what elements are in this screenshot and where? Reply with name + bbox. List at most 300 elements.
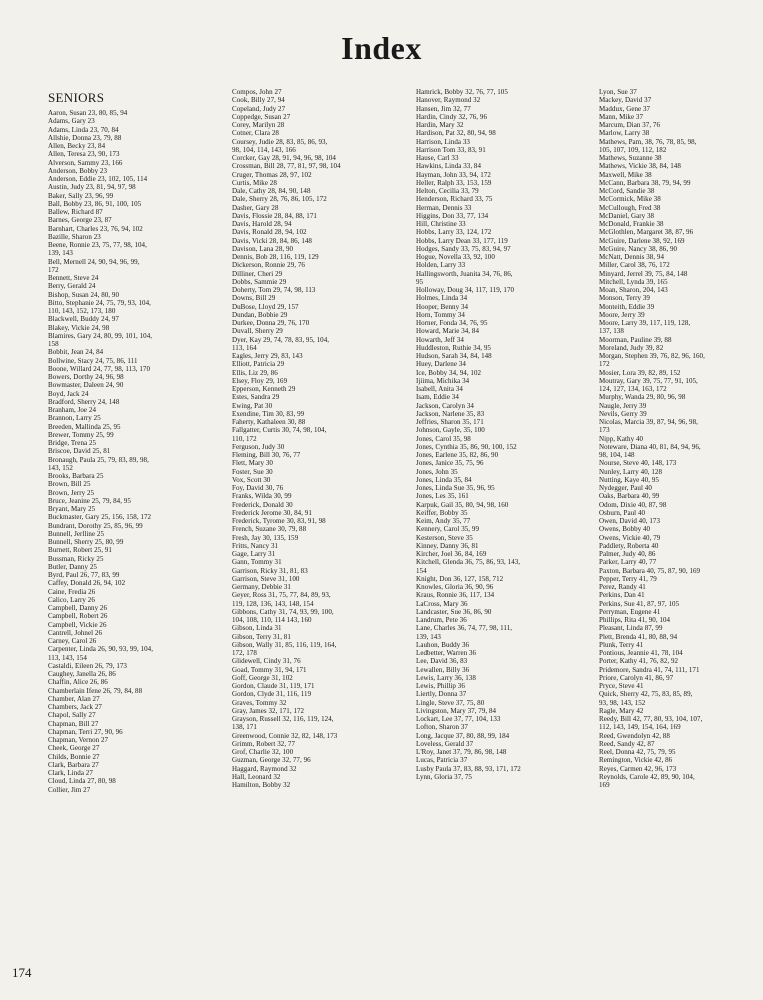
index-entry: Bell, Mernell 24, 90, 94, 96, 99, (48, 257, 140, 266)
index-entry: Coursey, Judie 28, 83, 85, 86, 93, (232, 137, 328, 146)
index-entry: Downs, Bill 29 (232, 294, 276, 303)
index-entry: Brooks, Barbara 25 (48, 472, 104, 480)
index-entry: Chapman, Bill 27 (48, 719, 99, 728)
index-entry: Copeland, Judy 27 (232, 104, 286, 113)
index-entry: Davison, Lana 28, 90 (232, 244, 294, 253)
index-entry: Reedy, Bill 42, 77, 80, 93, 104, 107, (599, 715, 703, 723)
index-entry: 138, 171 (232, 723, 257, 732)
index-entry: Bennett, Steve 24 (48, 274, 99, 282)
index-entry: Doherty, Tom 29, 74, 98, 113 (232, 286, 316, 294)
index-entry: Castaldi, Eileen 26, 79, 173 (48, 661, 127, 670)
index-entry: Blackwell, Buddy 24, 97 (48, 315, 119, 324)
index-entry: Monson, Terry 39 (599, 294, 650, 303)
index-entry: Hogue, Novella 33, 92, 100 (416, 253, 495, 261)
index-entry: Reel, Donna 42, 75, 79, 95 (599, 748, 676, 756)
index-entry: Corcker, Gay 28, 91, 94, 96, 98, 104 (232, 154, 336, 162)
section-heading: SENIORS (48, 90, 105, 105)
index-entry: Owen, David 40, 173 (599, 517, 661, 525)
index-entry: Hause, Carl 33 (416, 154, 459, 162)
index-entry: Dale, Cathy 28, 84, 90, 148 (232, 187, 311, 195)
index-entry: Frederick, Donald 30 (232, 500, 293, 509)
index-entry: Heller, Ralph 33, 153, 159 (416, 178, 492, 187)
index-entry: Haggard, Raymond 32 (232, 764, 297, 773)
index-entry: Hodges, Sandy 33, 75, 83, 94, 97 (416, 244, 511, 253)
index-entry: Jackson, Carolyn 34 (416, 401, 474, 410)
index-entry: Maxwell, Mike 38 (599, 170, 652, 179)
index-entry: Boone, Willard 24, 77, 98, 113, 170 (48, 364, 150, 373)
index-entry: Plunk, Terry 41 (599, 640, 644, 649)
index-entry: Osburn, Paul 40 (599, 508, 646, 517)
index-entry: Minyard, Jerrel 39, 75, 84, 148 (599, 269, 688, 278)
index-entry: Bronaugh, Paula 25, 79, 83, 89, 98, (48, 455, 149, 464)
index-entry: Bollwine, Stacy 24, 75, 86, 111 (48, 356, 138, 365)
index-entry: Holden, Larry 33 (416, 261, 466, 270)
index-entry: 93, 98, 143, 152 (599, 698, 646, 707)
index-entry: Gibbons, Cathy 31, 74, 93, 99, 100, (232, 607, 334, 616)
index-entry: 172 (599, 360, 610, 369)
index-entry: 104, 108, 110, 114 143, 160 (232, 616, 312, 624)
index-entry: Fresh, Jay 30, 135, 159 (232, 533, 299, 542)
index-entry: Byrd, Paul 26, 77, 83, 99 (48, 571, 120, 579)
index-entry: Exendine, Tim 30, 83, 99 (232, 409, 305, 418)
index-entry: Jones, John 35 (416, 467, 458, 476)
index-entry: Hawkins, Linda 33, 84 (416, 162, 482, 171)
index-entry: Hobbs, Larry 33, 124, 172 (416, 228, 492, 237)
index-entry: Hall, Leonard 32 (232, 772, 281, 781)
index-entry: Chaffin, Alice 26, 86 (48, 678, 108, 687)
index-entry: Hardin, Cindy 32, 76, 96 (416, 112, 488, 121)
index-entry: 119, 128, 136, 143, 148, 154 (232, 599, 314, 608)
index-entry: Perez, Randy 41 (599, 583, 646, 591)
index-entry: Caughey, Janella 26, 86 (48, 670, 116, 678)
index-entry: Pryce, Steve 41 (599, 682, 644, 690)
index-entry: Dobbs, Sammie 29 (232, 277, 287, 286)
index-entry: Pepper, Terry 41, 79 (599, 574, 657, 583)
index-entry: Kitchell, Glenda 36, 75, 86, 93, 143, (416, 558, 521, 567)
index-entry: Horner, Fonda 34, 76, 95 (416, 319, 488, 327)
index-entry: Chapman, Terri 27, 90, 96 (48, 727, 123, 736)
index-entry: Brown, Bill 25 (48, 480, 91, 489)
index-entry: Lingle, Steve 37, 75, 80 (416, 698, 485, 707)
index-entry: Ball, Bobby 23, 86, 91, 100, 105 (48, 199, 142, 208)
index-entry: Ijiima, Michika 34 (416, 376, 470, 385)
index-entry: 98, 104, 148 (599, 451, 635, 459)
index-entry: Curtis, Mike 28 (232, 178, 277, 187)
index-entry: Paxton, Barbara 40, 75, 87, 90, 169 (599, 566, 701, 575)
index-entry: Jones, Les 35, 161 (416, 492, 469, 501)
index-entry: Dale, Sherry 28, 76, 86, 105, 172 (232, 195, 327, 204)
index-entry: Ewing, Pat 30 (232, 401, 273, 410)
index-entry: Hill, Christine 33 (416, 220, 466, 228)
index-entry: McDaniel, Gary 38 (599, 211, 655, 220)
index-entry: Maddux, Gene 37 (599, 104, 651, 113)
index-entry: Garrison, Ricky 31, 81, 83 (232, 566, 308, 575)
index-entry: Oaks, Barbara 40, 99 (599, 492, 660, 501)
index-entry: Ragle, Mary 42 (599, 706, 644, 715)
index-entry: Durkee, Donna 29, 76, 170 (232, 319, 310, 327)
index-entry: Geyer, Ross 31, 75, 77, 84, 89, 93, (232, 591, 331, 600)
index-entry: Grimm, Robert 32, 77 (232, 739, 296, 748)
index-entry: Chapman, Vernon 27 (48, 736, 109, 744)
index-entry: Briscoe, David 25, 81 (48, 447, 111, 456)
index-entry: Hobbs, Larry Dean 33, 177, 119 (416, 236, 508, 245)
index-entry: Keiffer, Bobby 35 (416, 508, 468, 517)
index-entry: Bruce, Jeanine 25, 79, 84, 95 (48, 496, 131, 505)
index-entry: Perkins, Dan 41 (599, 591, 645, 600)
index-entry: Frederick Jerome 30, 84, 91 (232, 508, 312, 517)
index-entry: Elliott, Patricia 29 (232, 360, 285, 369)
index-entry: Ferguson, Judy 30 (232, 442, 285, 451)
index-entry: Reynolds, Carole 42, 89, 90, 104, (599, 772, 695, 781)
page-number: 174 (12, 965, 32, 980)
index-entry: Owens, Vickie 40, 79 (599, 533, 661, 542)
index-entry: Dilliner, Cheri 29 (232, 269, 283, 278)
index-entry: Crossman, Bill 28, 77, 81, 97, 98, 104 (232, 162, 341, 171)
index-entry: Jones, Cynthia 35, 86, 90, 100, 152 (416, 442, 517, 451)
index-entry: 110, 143, 152, 173, 180 (48, 307, 116, 315)
index-entry: Mosier, Lora 39, 82, 89, 152 (599, 368, 681, 377)
index-entry: Odom, Dixie 40, 87, 98 (599, 500, 667, 509)
index-entry: Mathews, Suzanne 38 (599, 154, 662, 162)
index-entry: Davis, Ronald 28, 94, 102 (232, 228, 307, 237)
index-entry: McDonald, Frankie 38 (599, 220, 664, 228)
index-entry: Karpuk, Gail 35, 80, 94, 98, 160 (416, 500, 509, 509)
index-entry: Lewallen, Billy 36 (416, 665, 470, 674)
index-entry: Holmes, Linda 34 (416, 294, 468, 303)
index-entry: Dasher, Gary 28 (232, 203, 279, 212)
index-entry: Nourse, Steve 40, 148, 173 (599, 459, 677, 468)
index-entry: Barnes, George 23, 87 (48, 216, 112, 225)
index-entry: Barnhart, Charles 23, 76, 94, 102 (48, 224, 143, 233)
index-entry: Vox, Scott 30 (232, 475, 271, 484)
index-entry: Lucas, Patricia 37 (416, 756, 468, 765)
index-entry: 158 (48, 340, 59, 348)
index-entry: Carpenter, Linda 26, 90, 93, 99, 104, (48, 645, 153, 654)
index-entry: Henderson, Richard 33, 75 (416, 195, 493, 204)
index-entry: Nutting, Kaye 40, 95 (599, 475, 659, 484)
index-entry: 172, 178 (232, 649, 257, 657)
index-entry: Butler, Danny 25 (48, 562, 97, 571)
index-entry: Beene, Ronnie 23, 75, 77, 98, 104, (48, 241, 147, 249)
index-entry: Calico, Larry 26 (48, 595, 95, 604)
index-entry: Bobbit, Jean 24, 84 (48, 348, 104, 357)
index-entry: DuBose, Lloyd 29, 157 (232, 302, 299, 311)
index-entry: McGlothlen, Margaret 38, 87, 96 (599, 228, 694, 237)
index-entry: Boyd, Jack 24 (48, 389, 89, 398)
index-entry: Carney, Carol 26 (48, 637, 97, 645)
index-entry: Gibson, Linda 31 (232, 624, 282, 633)
index-entry: Paddlety, Roberta 40 (599, 541, 659, 550)
index-entry: Ballew, Richard 87 (48, 208, 103, 216)
index-entry: Huey, Darlene 34 (416, 360, 466, 369)
index-entry: Campbell, Robert 26 (48, 612, 108, 621)
index-column-4 (599, 88, 763, 789)
index-entry: Howard, Marie 34, 84 (416, 327, 480, 336)
index-entry: 139, 143 (416, 632, 441, 641)
index-entry: Fleming, Bill 30, 76, 77 (232, 451, 301, 459)
index-entry: 113, 143, 154 (48, 653, 87, 662)
index-entry: Knight, Don 36, 127, 158, 712 (416, 574, 504, 583)
index-entry: Hooper, Benny 34 (416, 302, 469, 311)
index-entry: 154 (416, 566, 427, 575)
index-entry: Gann, Tommy 31 (232, 558, 282, 567)
index-entry: Grof, Charlie 32, 100 (232, 748, 294, 756)
index-entry: Pontious, Jeannie 41, 78, 104 (599, 649, 683, 657)
index-entry: 172 (48, 265, 59, 274)
index-entry: Caffey, Donald 26, 94, 102 (48, 579, 126, 588)
index-entry: Naugle, Jerry 39 (599, 401, 647, 410)
index-entry: McCullough, Fred 38 (599, 203, 661, 212)
index-entry: Hallingsworth, Juanita 34, 76, 86, (416, 269, 513, 278)
index-entry: Bunnell, Jerlline 25 (48, 529, 105, 538)
index-entry: Dundan, Bobbie 29 (232, 310, 288, 319)
index-entry: Bradford, Sherry 24, 148 (48, 397, 120, 406)
index-entry: Kircher, Joel 36, 84, 169 (416, 550, 487, 558)
index-entry: LaCross, Mary 36 (416, 599, 468, 608)
index-entry: Compos, John 27 (232, 88, 282, 96)
index-entry: 113, 164 (232, 343, 257, 352)
index-entry: Hansen, Jim 32, 77 (416, 104, 471, 113)
index-entry: Berry, Gerald 24 (48, 282, 96, 291)
index-entry: Gordon, Claude 31, 119, 171 (232, 682, 315, 690)
index-entry: Quick, Sherry 42, 75, 83, 85, 89, (599, 690, 693, 699)
index-entry: McGuire, Nancy 38, 86, 90 (599, 244, 678, 253)
index-entry: Eagles, Jerry 29, 83, 143 (232, 352, 303, 360)
index-entry: Priore, Carolyn 41, 86, 97 (599, 673, 674, 682)
index-entry: Perkins, Sue 41, 87, 97, 105 (599, 599, 680, 608)
index-entry: Jones, Linda Sue 35, 96, 95 (416, 484, 495, 492)
index-entry: Davis, Vicki 28, 84, 86, 148 (232, 236, 312, 245)
index-entry: McCord, Sandie 38 (599, 187, 655, 195)
index-entry: Allen, Becky 23, 84 (48, 142, 106, 150)
index-entry: Glidewell, Cindy 31, 76 (232, 657, 301, 666)
index-entry: Foy, David 30, 76 (232, 484, 284, 492)
index-entry: Bowmaster, Daleen 24, 90 (48, 381, 124, 390)
index-entry: Cheek, George 27 (48, 744, 100, 753)
index-entry: Lauhon, Buddy 36 (416, 640, 470, 649)
index-entry: Bitto, Stephanie 24, 75, 79, 93, 104, (48, 298, 151, 307)
index-entry: Adams, Linda 23, 70, 84 (48, 125, 119, 134)
index-entry: Lewis, Phillip 36 (416, 682, 465, 690)
index-entry: Clark, Linda 27 (48, 769, 93, 777)
index-entry: Gibson, Terry 31, 81 (232, 632, 291, 641)
index-entry: Garrison, Steve 31, 100 (232, 574, 300, 583)
index-entry: 105, 107, 109, 112, 182 (599, 145, 667, 154)
index-entry: Guzman, George 32, 77, 96 (232, 756, 311, 765)
index-entry: Nevils, Gerry 39 (599, 409, 647, 418)
index-entry: Moan, Sharon, 204, 143 (599, 286, 668, 294)
index-entry: McCormick, Mike 38 (599, 195, 661, 204)
index-entry: Mathews, Vickie 38, 84, 148 (599, 162, 681, 171)
index-entry: 110, 172 (232, 434, 257, 443)
index-entry: Knowles, Gloria 36, 90, 96 (416, 583, 494, 591)
index-entry: Dickerson, Ronnie 29, 76 (232, 261, 305, 270)
index-entry: Baker, Sally 23, 96, 99 (48, 191, 114, 200)
index-entry: Lane, Charles 36, 74, 77, 98, 111, (416, 624, 513, 633)
index-entry: Fallgatter, Curtis 30, 74, 98, 104, (232, 426, 327, 435)
index-entry: Brown, Jerry 25 (48, 488, 95, 497)
index-entry: Kraus, Ronnie 36, 117, 134 (416, 591, 495, 600)
index-entry: Davis, Flossie 28, 84, 88, 171 (232, 211, 317, 220)
index-entry: Landcaster, Sue 36, 86, 90 (416, 607, 492, 616)
index-entry: Chapol, Sally 27 (48, 711, 96, 720)
index-entry: Isabell, Anita 34 (416, 385, 463, 393)
index-entry: Mathews, Pam, 38, 76, 78, 85, 98, (599, 137, 697, 146)
index-entry: Nydegger, Paul 40 (599, 484, 652, 492)
index-entry: Parker, Larry 40, 77 (599, 558, 657, 567)
index-entry: Long, Jacque 37, 80, 88, 99, 184 (416, 731, 510, 740)
index-entry: Noteware, Diana 40, 81, 84, 94, 96, (599, 442, 701, 451)
index-entry: Herman, Dennis 33 (416, 203, 472, 212)
index-entry: Kennery, Carol 35, 99 (416, 525, 479, 534)
index-entry: Austin, Judy 23, 81, 94, 97, 98 (48, 183, 136, 192)
index-entry: Reed, Gwendolyn 42, 88 (599, 731, 670, 740)
index-entry: Bazille, Sharon 23 (48, 232, 101, 241)
index-entry: Moreland, Judy 39, 82 (599, 343, 664, 352)
index-entry: Allshie, Donna 23, 79, 88 (48, 133, 122, 142)
index-entry: Faherty, Kathaleen 30, 88 (232, 418, 306, 426)
index-entry: 143, 152 (48, 463, 73, 472)
index-entry: Caine, Fredia 26 (48, 587, 96, 596)
index-entry: Bundrant, Dorothy 25, 85, 96, 99 (48, 521, 143, 530)
index-entry: Mitchell, Lynda 39, 165 (599, 277, 668, 286)
index-entry: Cruger, Thomas 28, 97, 102 (232, 170, 312, 179)
index-entry: Monteith, Eddie 39 (599, 302, 655, 311)
index-entry: Bryant, Mary 25 (48, 505, 96, 513)
index-entry: Moore, Larry 39, 117, 119, 128, (599, 319, 691, 327)
index-entry: Lusby Paula 37, 83, 88, 93, 171, 172 (416, 764, 521, 773)
index-entry: Goad, Tommy 31, 94, 171 (232, 665, 307, 674)
index-entry: Nunley, Larry 40, 128 (599, 467, 662, 476)
index-entry: Murphy, Wanda 29, 80, 96, 98 (599, 393, 686, 402)
index-entry: Flett, Mary 30 (232, 459, 273, 468)
index-entry: Campbell, Vickie 26 (48, 620, 107, 629)
index-entry: Cook, Billy 27, 94 (232, 96, 285, 105)
index-column-2 (232, 88, 412, 789)
index-entry: Reyes, Carmen 42, 96, 173 (599, 764, 677, 773)
index-entry: Ice, Bobby 34, 94, 102 (416, 368, 482, 377)
index-entry: 169 (599, 781, 610, 789)
index-entry: Estes, Sandra 29 (232, 393, 280, 402)
index-entry: McCann, Barbara 38, 79, 94, 99 (599, 178, 691, 187)
index-entry: Buckmaster, Gary 25, 156, 158, 172 (48, 513, 152, 522)
index-entry: Marcum, Dian 37, 76 (599, 121, 661, 129)
index-entry: Grayson, Russell 32, 116, 119, 124, (232, 715, 334, 723)
index-entry: Greenwood, Connie 32, 82, 148, 173 (232, 731, 338, 740)
index-entry: Cloud, Linda 27, 80, 98 (48, 777, 116, 786)
index-entry: Childs, Bonnie 27 (48, 752, 100, 761)
index-entry: McNatt, Dennis 38, 94 (599, 253, 665, 261)
index-entry: Duvall, Sherry 29 (232, 327, 283, 336)
index-entry: Perryman, Eugene 41 (599, 607, 661, 616)
index-entry: 124, 127, 134, 163, 172 (599, 385, 667, 393)
index-entry: 95 (416, 277, 424, 286)
page-title: Index (341, 30, 422, 66)
index-entry: Mann, Mike 37 (599, 112, 644, 121)
index-entry: Brewer, Tommy 25, 99 (48, 430, 114, 439)
index-entry: Isam, Eddie 34 (416, 393, 459, 402)
index-entry: Plett, Brenda 41, 80, 88, 94 (599, 632, 678, 641)
index-entry: Liertly, Donna 37 (416, 690, 467, 699)
index-entry: Ledbetter, Warren 36 (416, 649, 477, 657)
index-entry: Miller, Carol 38, 76, 172 (599, 261, 670, 270)
index-entry: Anderson, Bobby 23 (48, 166, 108, 175)
index-entry: Landrum, Pete 36 (416, 616, 467, 624)
index-entry: Higgins, Don 33, 77, 134 (416, 211, 489, 220)
index-entry: Porter, Kathy 41, 76, 82, 92 (599, 657, 679, 666)
index-entry: Burnett, Robert 25, 91 (48, 546, 112, 555)
index-column-1 (48, 109, 228, 794)
index-entry: Gibson, Wally 31, 85, 116, 119, 164, (232, 640, 337, 649)
index-entry: Anderson, Eddie 23, 102, 105, 114 (48, 175, 148, 183)
index-entry: Bussman, Ricky 25 (48, 554, 104, 563)
index-entry: Aaron, Susan 23, 80, 85, 94 (48, 109, 128, 117)
index-entry: Hardin, Mary 32 (416, 121, 464, 129)
index-entry: Loveless, Gerald 37 (416, 739, 474, 748)
index-entry: Foster, Sue 30 (232, 467, 273, 476)
index-entry: L'Roy, Janet 37, 79, 86, 98, 148 (416, 748, 507, 756)
index-entry: Livingston, Mary 37, 79, 84 (416, 706, 497, 715)
index-entry: Jones, Janice 35, 75, 96 (416, 459, 484, 468)
index-entry: Cantrell, Johnel 26 (48, 628, 103, 637)
index-entry: Branham, Joe 24 (48, 406, 96, 414)
index-entry: Lewis, Larry 36, 138 (416, 673, 476, 682)
index-entry: Franks, Wilda 30, 99 (232, 492, 292, 501)
index-entry: Chamber, Alan 27 (48, 694, 100, 703)
index-entry: Bowers, Dorthy 24, 96, 98 (48, 373, 124, 381)
index-entry: French, Suzane 30, 79, 88 (232, 525, 307, 534)
index-entry: Hanover, Raymond 32 (416, 96, 481, 105)
index-entry: Hudson, Sarah 34, 84, 148 (416, 352, 492, 360)
index-entry: Gray, James 32, 171, 172 (232, 706, 305, 715)
index-entry: Gordon, Clyde 31, 116, 119 (232, 690, 312, 699)
index-entry: Holloway, Doug 34, 117, 119, 170 (416, 286, 515, 294)
index-entry: Bunnell, Sherry 25, 80, 99 (48, 538, 124, 546)
index-entry: Adams, Gary 23 (48, 117, 95, 126)
index-entry: Brannon, Larry 25 (48, 414, 101, 423)
index-entry: Davis, Harold 28, 94 (232, 220, 292, 228)
index-entry: Lyon, Sue 37 (599, 88, 637, 96)
index-entry: Dennis, Bob 28, 116, 119, 129 (232, 253, 319, 261)
index-entry: Nicolas, Marcia 39, 87, 94, 96, 98, (599, 418, 698, 426)
index-entry: Jones, Linda 35, 84 (416, 475, 472, 484)
index-entry: Bridge, Trena 25 (48, 439, 97, 447)
index-entry: Cotner, Clara 28 (232, 129, 279, 138)
index-entry: McGuire, Darlene 38, 92, 169 (599, 236, 685, 245)
index-entry: Collier, Jim 27 (48, 785, 91, 794)
index-entry: Howarth, Jeff 34 (416, 335, 464, 344)
index-entry: Harrison Tom 33, 83, 91 (416, 145, 486, 154)
index-column-3 (416, 88, 596, 781)
index-entry: 139, 143 (48, 249, 73, 258)
index-entry: Phillips, Rita 41, 90, 104 (599, 616, 671, 624)
index-entry: Campbell, Danny 26 (48, 604, 108, 612)
index-entry: Epperson, Kenneth 29 (232, 385, 296, 393)
index-entry: Lynn, Gloria 37, 75 (416, 772, 472, 781)
index-entry: Jeffries, Sharon 35, 171 (416, 418, 484, 426)
index-entry: Owens, Bobby 40 (599, 525, 651, 534)
index-entry: Blamires, Gary 24, 80, 99, 101, 104, (48, 331, 153, 340)
index-entry: Clark, Barbara 27 (48, 760, 99, 769)
index-entry: Kinney, Danny 36, 81 (416, 541, 479, 550)
index-entry: Allen, Teresa 23, 90, 173 (48, 150, 120, 159)
index-entry: Chamberlain Ifene 26, 79, 84, 88 (48, 686, 143, 695)
index-entry: Alverson, Sammy 23, 166 (48, 158, 123, 167)
index-entry: Ellis, Liz 29, 86 (232, 368, 278, 377)
index-entry: Morgan, Stephen 39, 76, 82, 96, 160, (599, 352, 705, 360)
index-entry: Germany, Debbie 31 (232, 583, 291, 591)
index-entry: Dyer, Kay 29, 74, 78, 83, 95, 104, (232, 335, 330, 344)
